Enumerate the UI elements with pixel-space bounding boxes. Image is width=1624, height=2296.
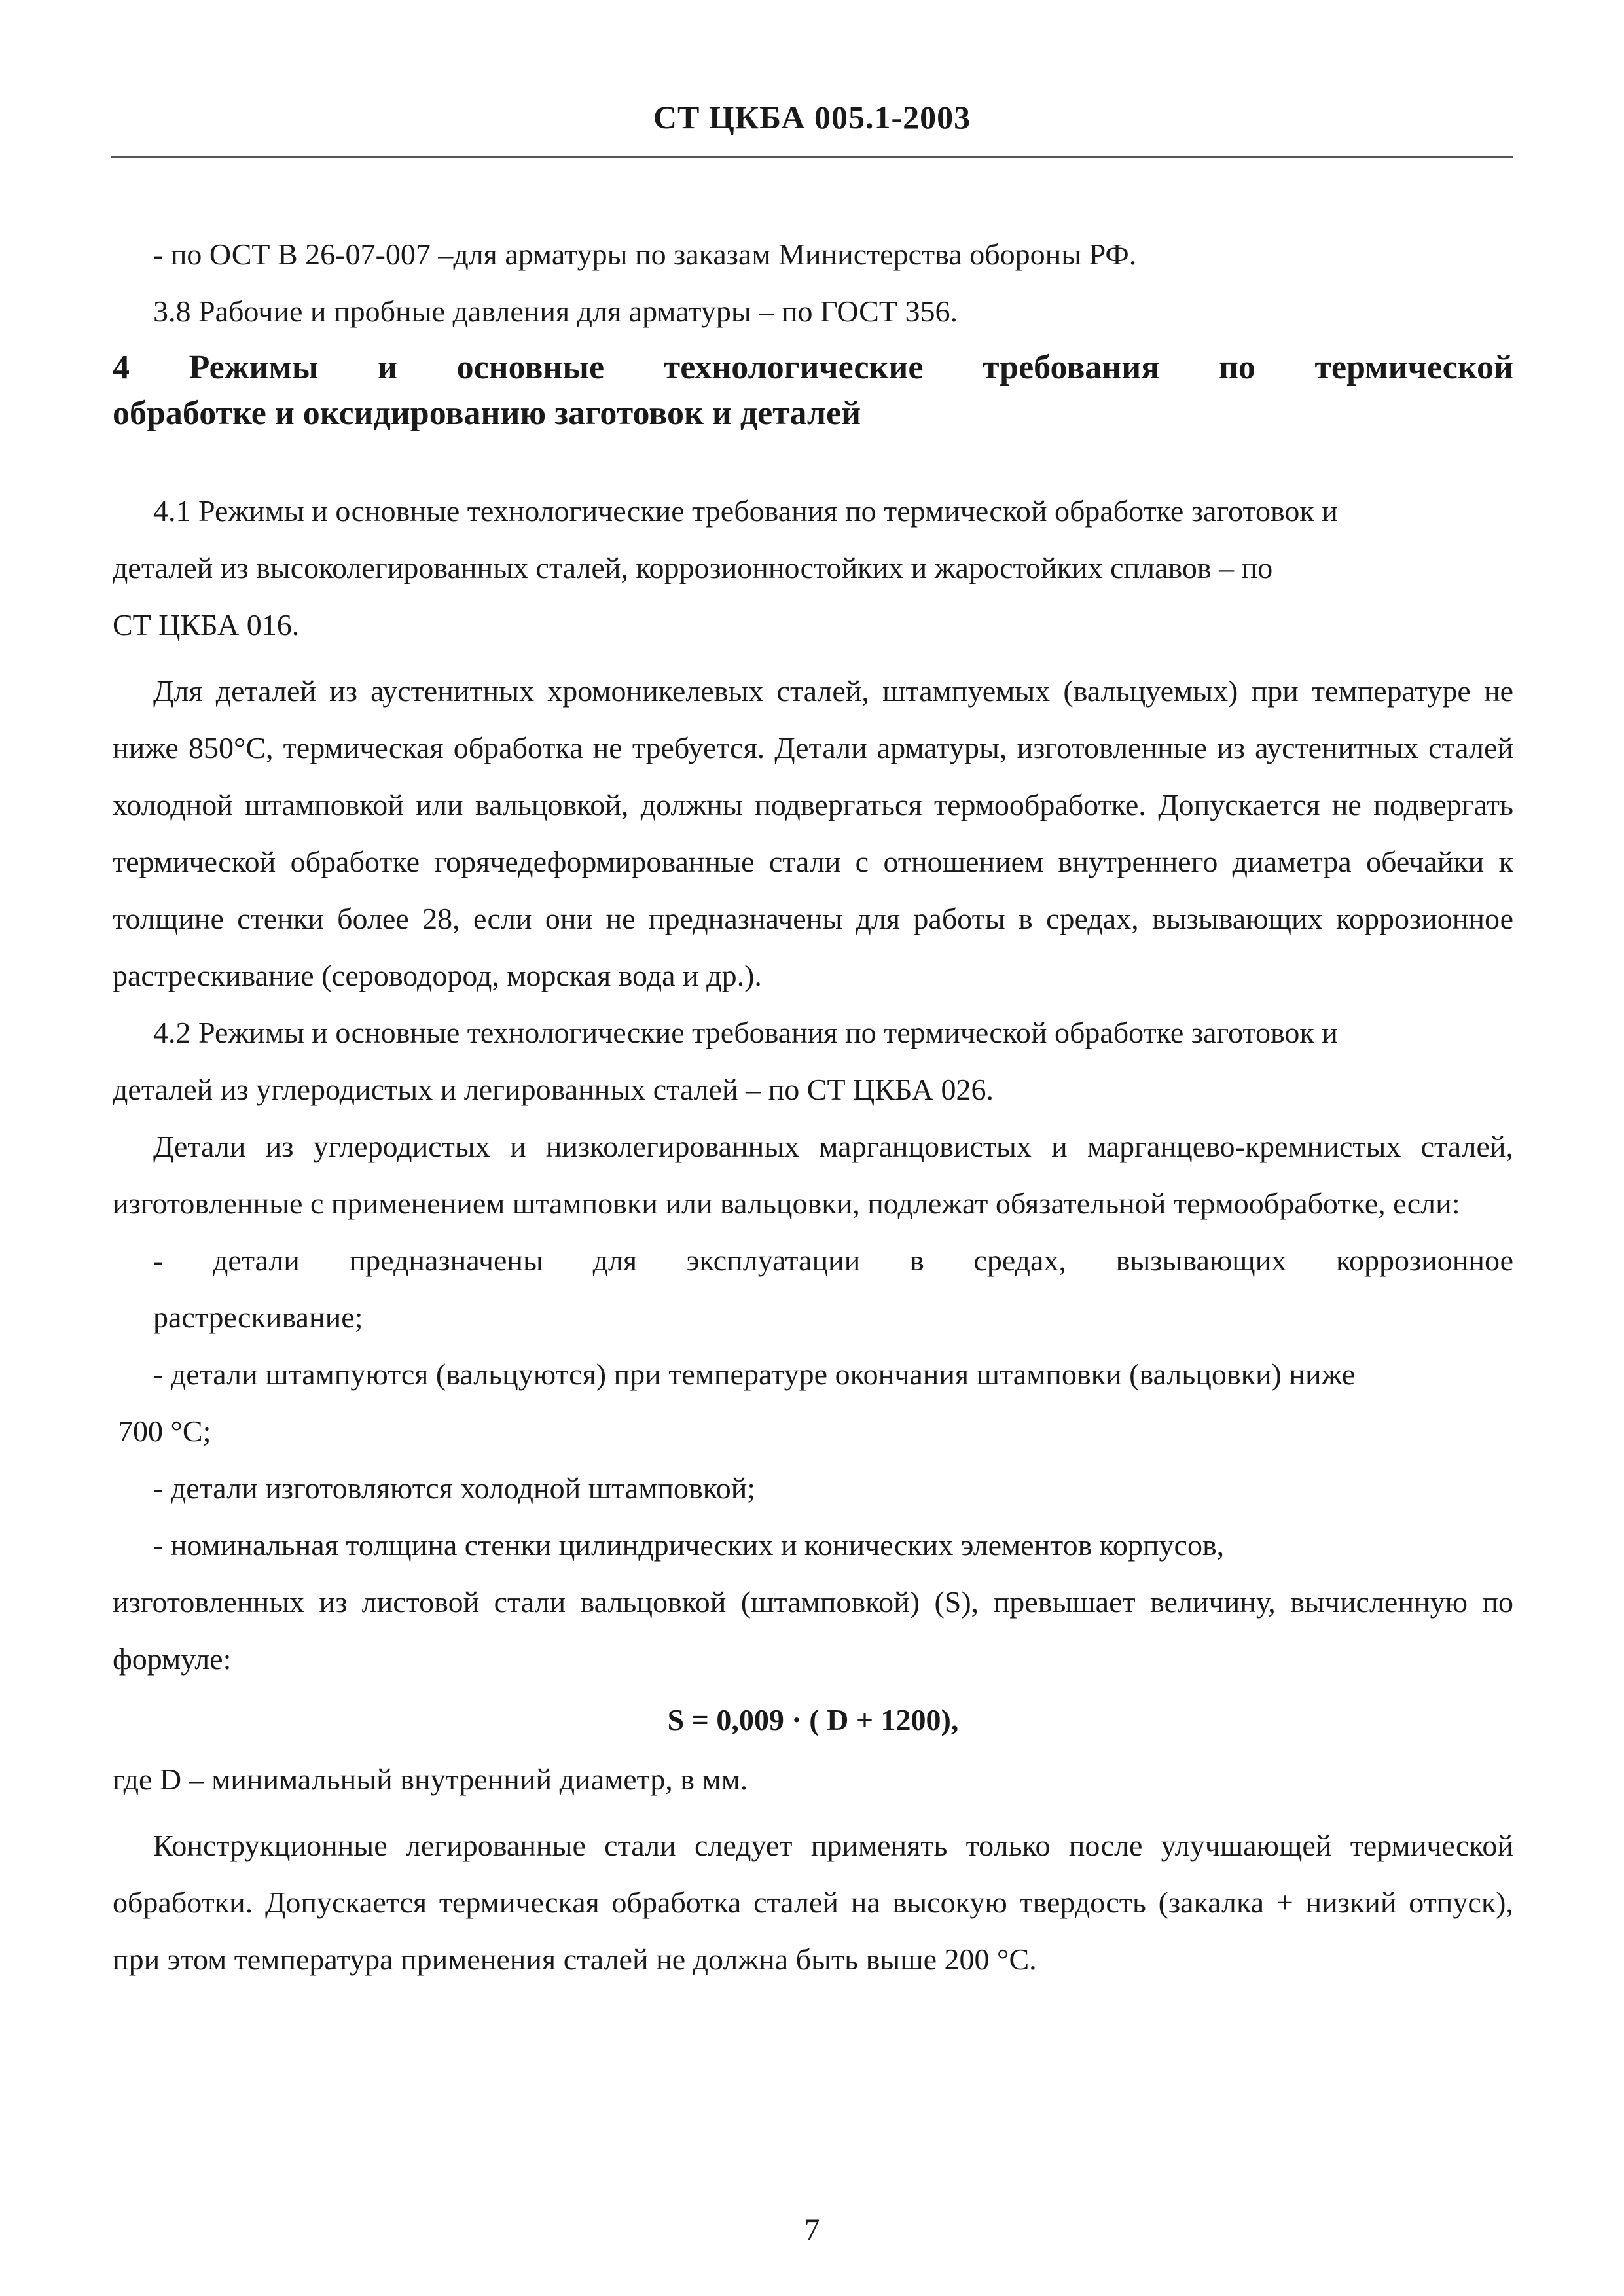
item-3-8: 3.8 Рабочие и пробные давления для арматуры – по ГОСТ 356. [153,295,958,328]
condition-2 [113,1346,1513,1460]
section-4-heading-line2: обработке и оксидированию заготовок и деталей [113,395,861,432]
bullet-ost: - по ОСТ В 26-07-007 –для арматуры по заказам Министерства обороны РФ. [153,238,1137,271]
condition-2-line2: 700 °С; [118,1414,211,1448]
paragraph-4-2-line2: деталей из углеродистых и легированных сталей – по СТ ЦКБА 026. [113,1073,994,1106]
paragraph-4-1-line1: 4.1 Режимы и основные технологические требования по термической обработке заготовок и [153,494,1338,528]
page-body [113,226,1513,1988]
paragraph-austenitic: Для деталей из аустенитных хромоникелевых сталей, штампуемых (вальцуемых) при температуре не ниже 850°С, термическая обработка не требуется. Детали арматуры, изготовленные из аустенитных сталей холодной штамповкой или вальцовкой, должны подвергаться термообработке. Допускается не подвергать термической обработке горячедеформированные стали с отношением внутреннего диаметра обечайки к толщине стенки более 28, если они не предназначены для работы в средах, вызывающих коррозионное растрескивание (сероводород, морская вода и др.). [113,674,1513,992]
condition-1-line1: - детали предназначены для эксплуатации в средах, вызывающих коррозионное [153,1244,1513,1277]
condition-4 [113,1516,1513,1687]
document-code-header: СТ ЦКБА 005.1-2003 [653,99,971,135]
paragraph-4-2 [113,1004,1513,1118]
section-4-heading-line1: 4 Режимы и основные технологические требования по термической [113,349,1513,386]
condition-4-rest: изготовленных из листовой стали вальцовкой (штамповкой) (S), превышает величину, вычисленную по формуле: [113,1585,1513,1676]
condition-2-line1: - детали штампуются (вальцуются) при температуре окончания штамповки (вальцовки) ниже [153,1357,1356,1391]
page-number: 7 [804,2213,820,2248]
paragraph-4-1 [113,482,1513,653]
paragraph-structural-steels: Конструкционные легированные стали следует применять только после улучшающей термической обработки. Допускается термическая обработка сталей на высокую твердость (закалка + низкий отпуск), при этом температура применения сталей не должна быть выше 200 °С. [113,1829,1513,1976]
paragraph-4-1-line2: деталей из высоколегированных сталей, коррозионностойких и жаростойких сплавов – по [113,551,1273,584]
condition-1-line2: растрескивание; [153,1300,363,1334]
header-divider [111,156,1513,158]
condition-1 [113,1232,1513,1346]
paragraph-4-2-line1: 4.2 Режимы и основные технологические требования по термической обработке заготовок и [153,1016,1338,1049]
wall-thickness-formula: S = 0,009 · ( D + 1200), [667,1703,959,1736]
formula-where: где D – минимальный внутренний диаметр, в мм. [113,1763,748,1796]
paragraph-carbon-steels: Детали из углеродистых и низколегированных марганцовистых и марганцево-кремнистых сталей, изготовленные с применением штамповки или вальцовки, подлежат обязательной термообработке, если: [113,1130,1513,1220]
section-4-heading [113,345,1513,437]
paragraph-4-1-line3: СТ ЦКБА 016. [113,608,300,641]
condition-3: - детали изготовляются холодной штамповкой; [153,1471,756,1505]
condition-4-line1: - номинальная толщина стенки цилиндрических и конических элементов корпусов, [153,1528,1225,1562]
